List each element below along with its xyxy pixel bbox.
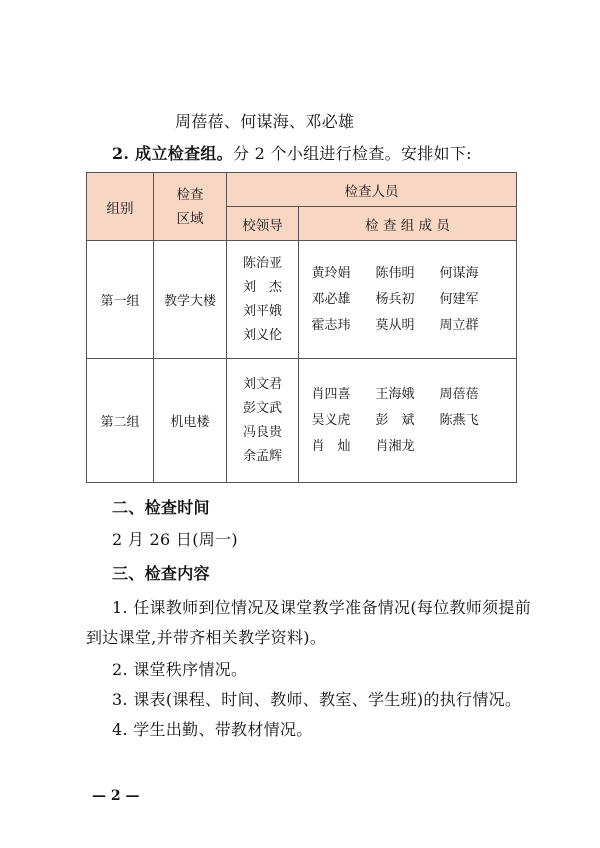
header-area: 检查 区域 [154,173,227,241]
content-item-4: 4. 学生出勤、带教材情况。 [112,720,313,739]
header-staff: 检查人员 [227,173,517,207]
content-item-1-line-2: 到达课堂,并带齐相关教学资料)。 [86,628,327,647]
section-2-line [112,144,472,164]
header-group: 组别 [87,173,154,241]
row-members: 肖四喜 王海娥 周蓓蓓 吴义虎 彭 斌 陈燕飞 肖 灿 肖湘龙 [299,359,517,483]
inspection-table [86,172,517,483]
heading-check-content: 三、检查内容 [112,564,210,583]
row-area: 机电楼 [154,359,227,483]
row-group: 第一组 [87,241,154,359]
row-leaders: 刘文君 彭文武 冯良贵 余孟辉 [227,359,299,483]
intro-names-line: 周蓓蓓、何谋海、邓必雄 [175,112,355,131]
header-members: 检 查 组 成 员 [299,207,517,241]
row-members: 黄玲娟 陈伟明 何谋海 邓必雄 杨兵初 何建军 霍志玮 莫从明 周立群 [299,241,517,359]
table-row [87,241,517,359]
check-date: 2 月 26 日(周一) [112,530,238,549]
content-item-2: 2. 课堂秩序情况。 [112,660,248,679]
content-item-1-line-1: 1. 任课教师到位情况及课堂教学准备情况(每位教师须提前 [112,598,531,617]
header-leaders: 校领导 [227,207,299,241]
section-2-heading: 2. 成立检查组。 [112,144,233,163]
row-group: 第二组 [87,359,154,483]
heading-check-time: 二、检查时间 [112,498,210,517]
page-number: — 2 — [92,788,140,804]
content-item-3: 3. 课表(课程、时间、教师、教室、学生班)的执行情况。 [112,690,522,709]
section-2-text: 分 2 个小组进行检查。安排如下: [232,144,472,163]
row-area: 教学大楼 [154,241,227,359]
table-row [87,359,517,483]
row-leaders: 陈治亚 刘 杰 刘平娥 刘义伦 [227,241,299,359]
